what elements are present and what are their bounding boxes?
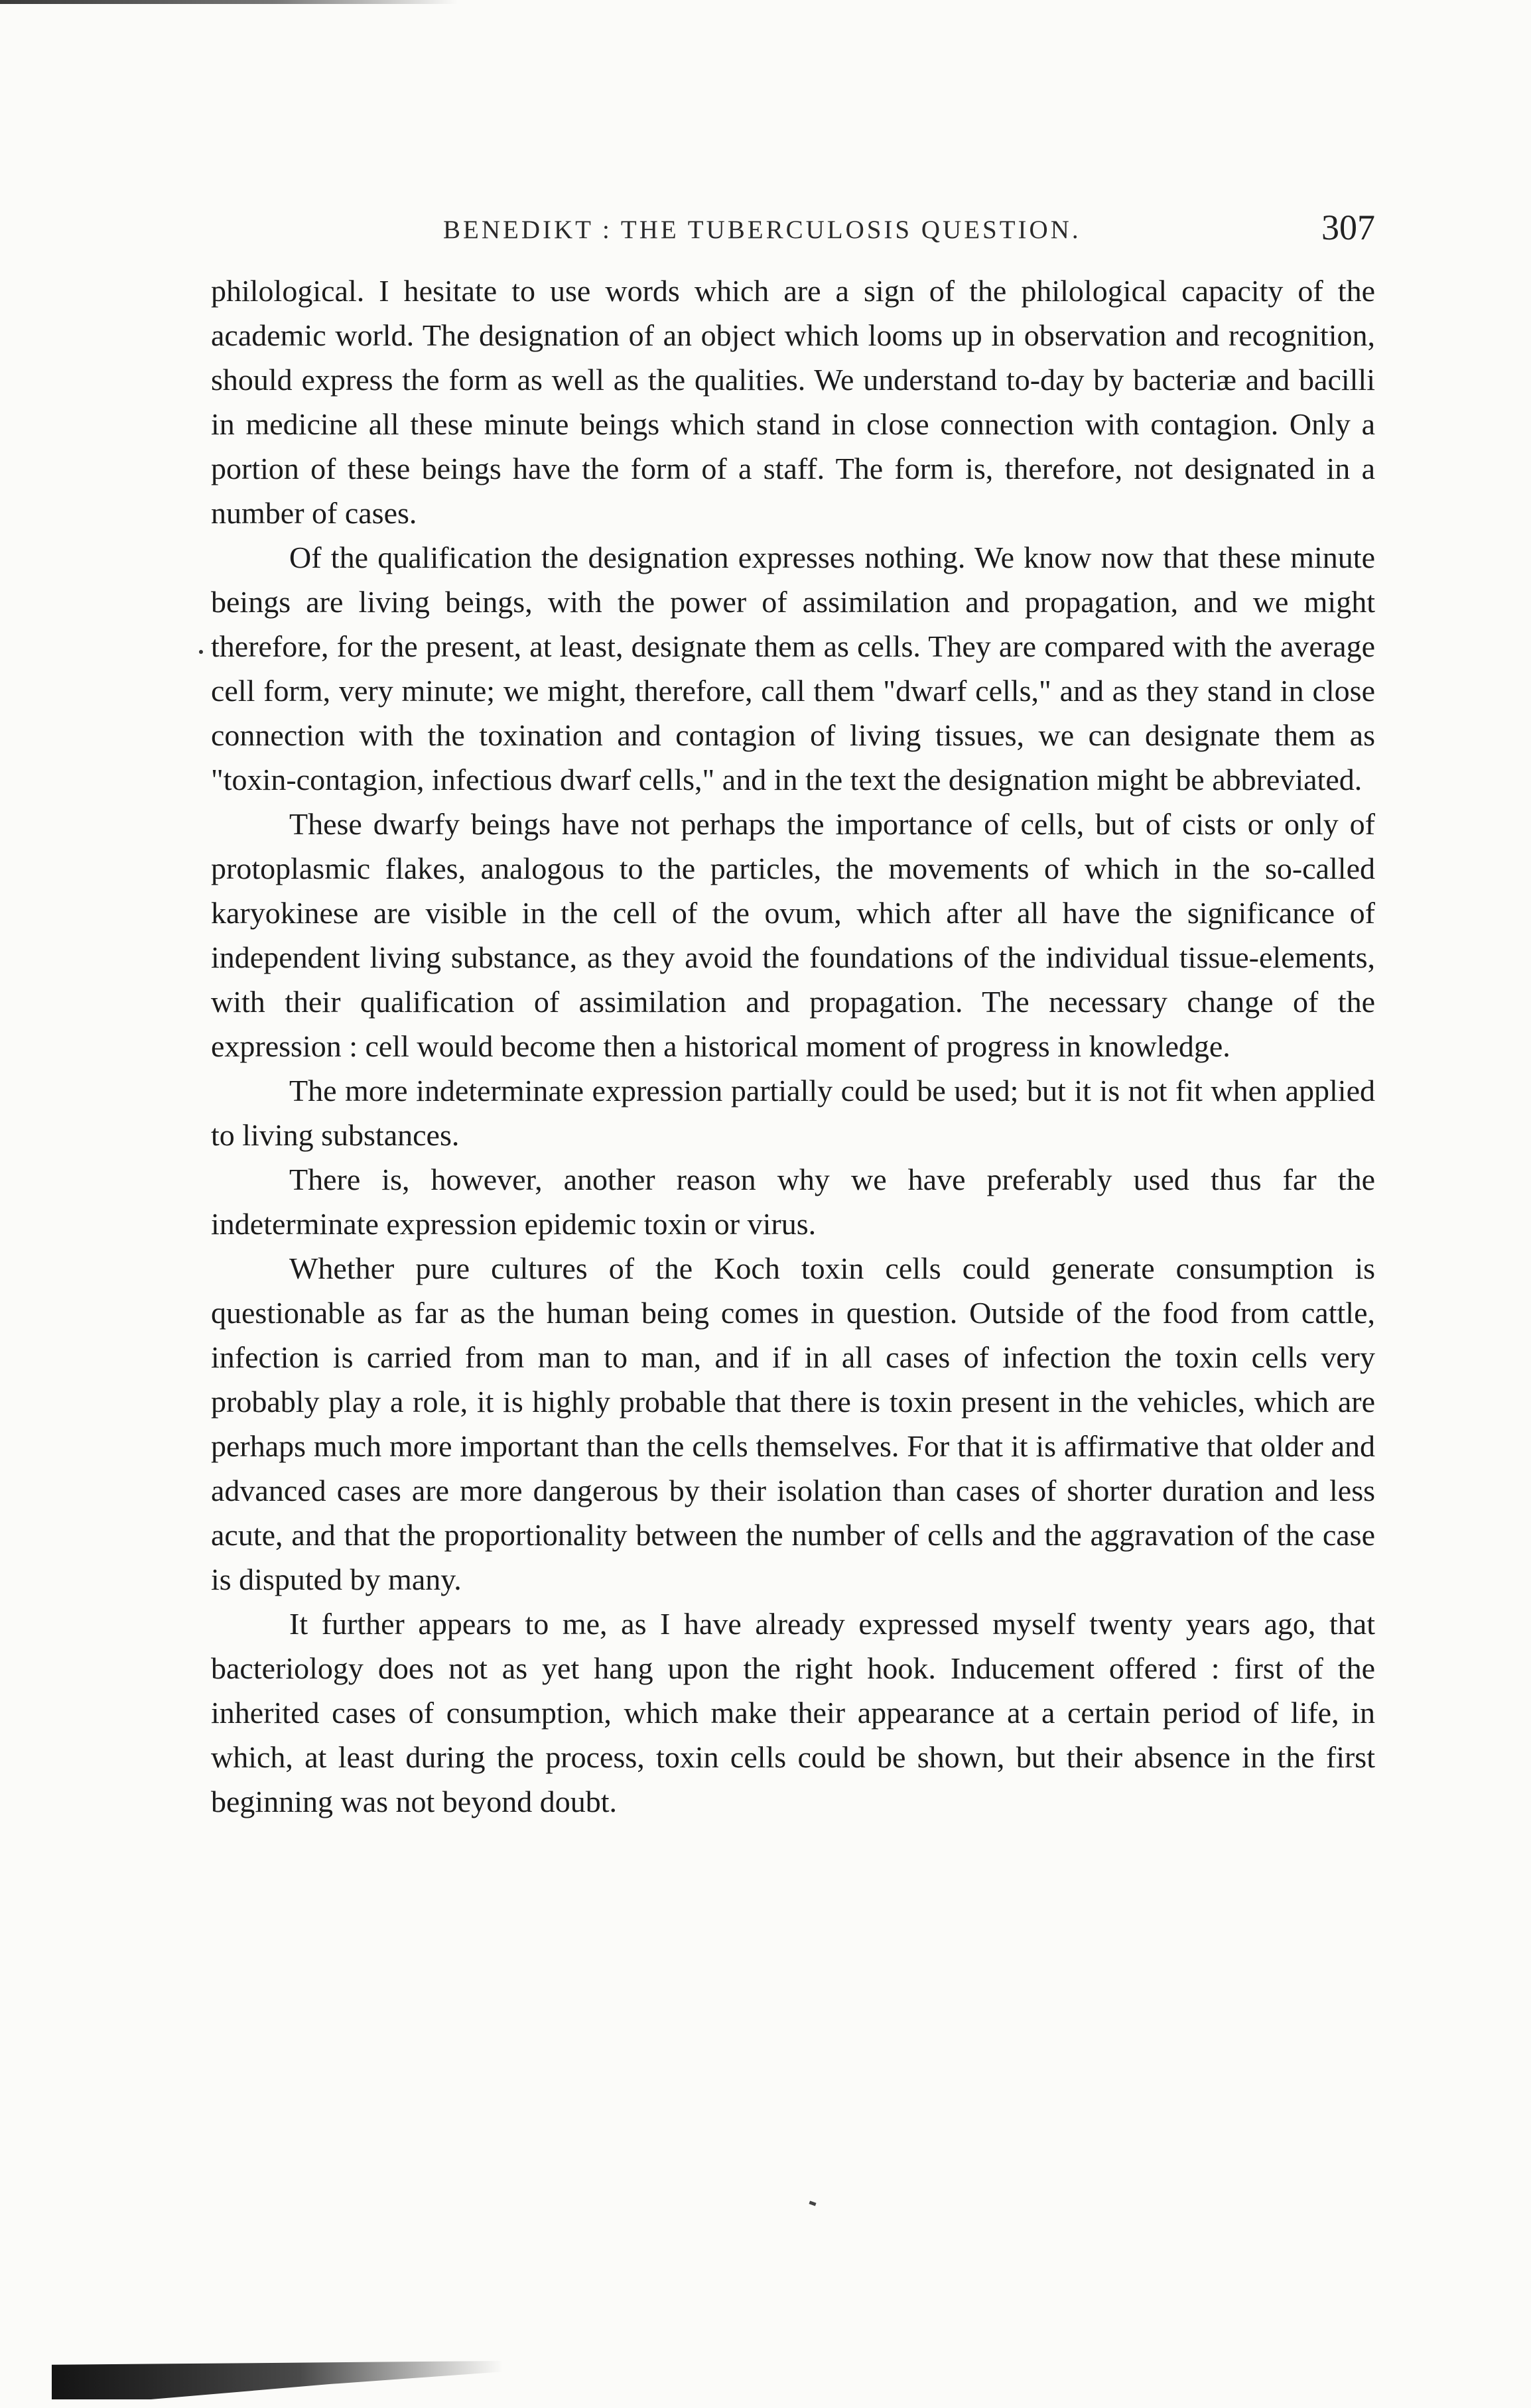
page-number: 307 <box>1321 208 1375 247</box>
paragraph-7: It further appears to me, as I have already expressed myself twenty years ago, that bacteriology does not as yet hang upon the right hook. Inducement offered : first of the inherited cases of consumption, which make their appearance at a certain period of life, in which, at least during the process, toxin cells could be shown, but their absence in the first beginning was not beyond doubt. <box>211 1607 1375 1818</box>
ink-smudge <box>809 2200 816 2206</box>
running-head: BENEDIKT : THE TUBERCULOSIS QUESTION. <box>443 216 1081 244</box>
paragraph-2: Of the qualification the designation expresses nothing. We know now that these minute beings are living beings, with the power of assimilation and propagation, and we might therefore, for the present, at least, designate them as cells. They are compared with the average cell form, very minute; we might, therefore, call them "dwarf cells," and as they stand in close connection with the toxination and contagion of living tissues, we can designate them as "toxin-contagion, infectious dwarf cells," and in the text the designation might be abbreviated. <box>211 540 1375 796</box>
margin-speck <box>199 650 203 654</box>
paragraph-3: These dwarfy beings have not perhaps the importance of cells, but of cists or only of protoplasmic flakes, analogous to the particles, the movements of which in the so-called karyokinese are visible in the cell of the ovum, which after all have the significance of independent living substance, as they avoid the foundations of the individual tissue-elements, with their qualification of assimilation and propagation. The necessary change of the expression : cell would become then a historical moment of progress in knowledge. <box>211 807 1375 1063</box>
scan-edge-bottom <box>52 2361 503 2399</box>
paragraph-1: philological. I hesitate to use words which are a sign of the philological capacity of the academic world. The designation of an object which looms up in observation and recognition, should express the form as well as the qualities. We understand to-day by bacteriæ and bacilli in medicine all these minute beings which stand in close connection with contagion. Only a portion of these beings have the form of a staff. The form is, therefore, not designated in a number of cases. <box>211 274 1375 530</box>
body-text <box>211 269 1375 1824</box>
paragraph-4: The more indeterminate expression partially could be used; but it is not fit when applied to living substances. <box>211 1074 1375 1152</box>
paragraph-6: Whether pure cultures of the Koch toxin cells could generate consumption is questionable as far as the human being comes in question. Outside of the food from cattle, infection is carried from man to man, and if in all cases of infection the toxin cells very probably play a role, it is highly probable that there is toxin present in the vehicles, which are perhaps much more important than the cells themselves. For that it is affirmative that older and advanced cases are more dangerous by their isolation than cases of shorter duration and less acute, and that the proportionality between the number of cells and the aggravation of the case is disputed by many. <box>211 1251 1375 1596</box>
scan-edge-top <box>0 0 458 4</box>
page-header <box>211 207 1375 253</box>
paragraph-5: There is, however, another reason why we have preferably used thus far the indeterminate expression epidemic toxin or virus. <box>211 1163 1375 1241</box>
